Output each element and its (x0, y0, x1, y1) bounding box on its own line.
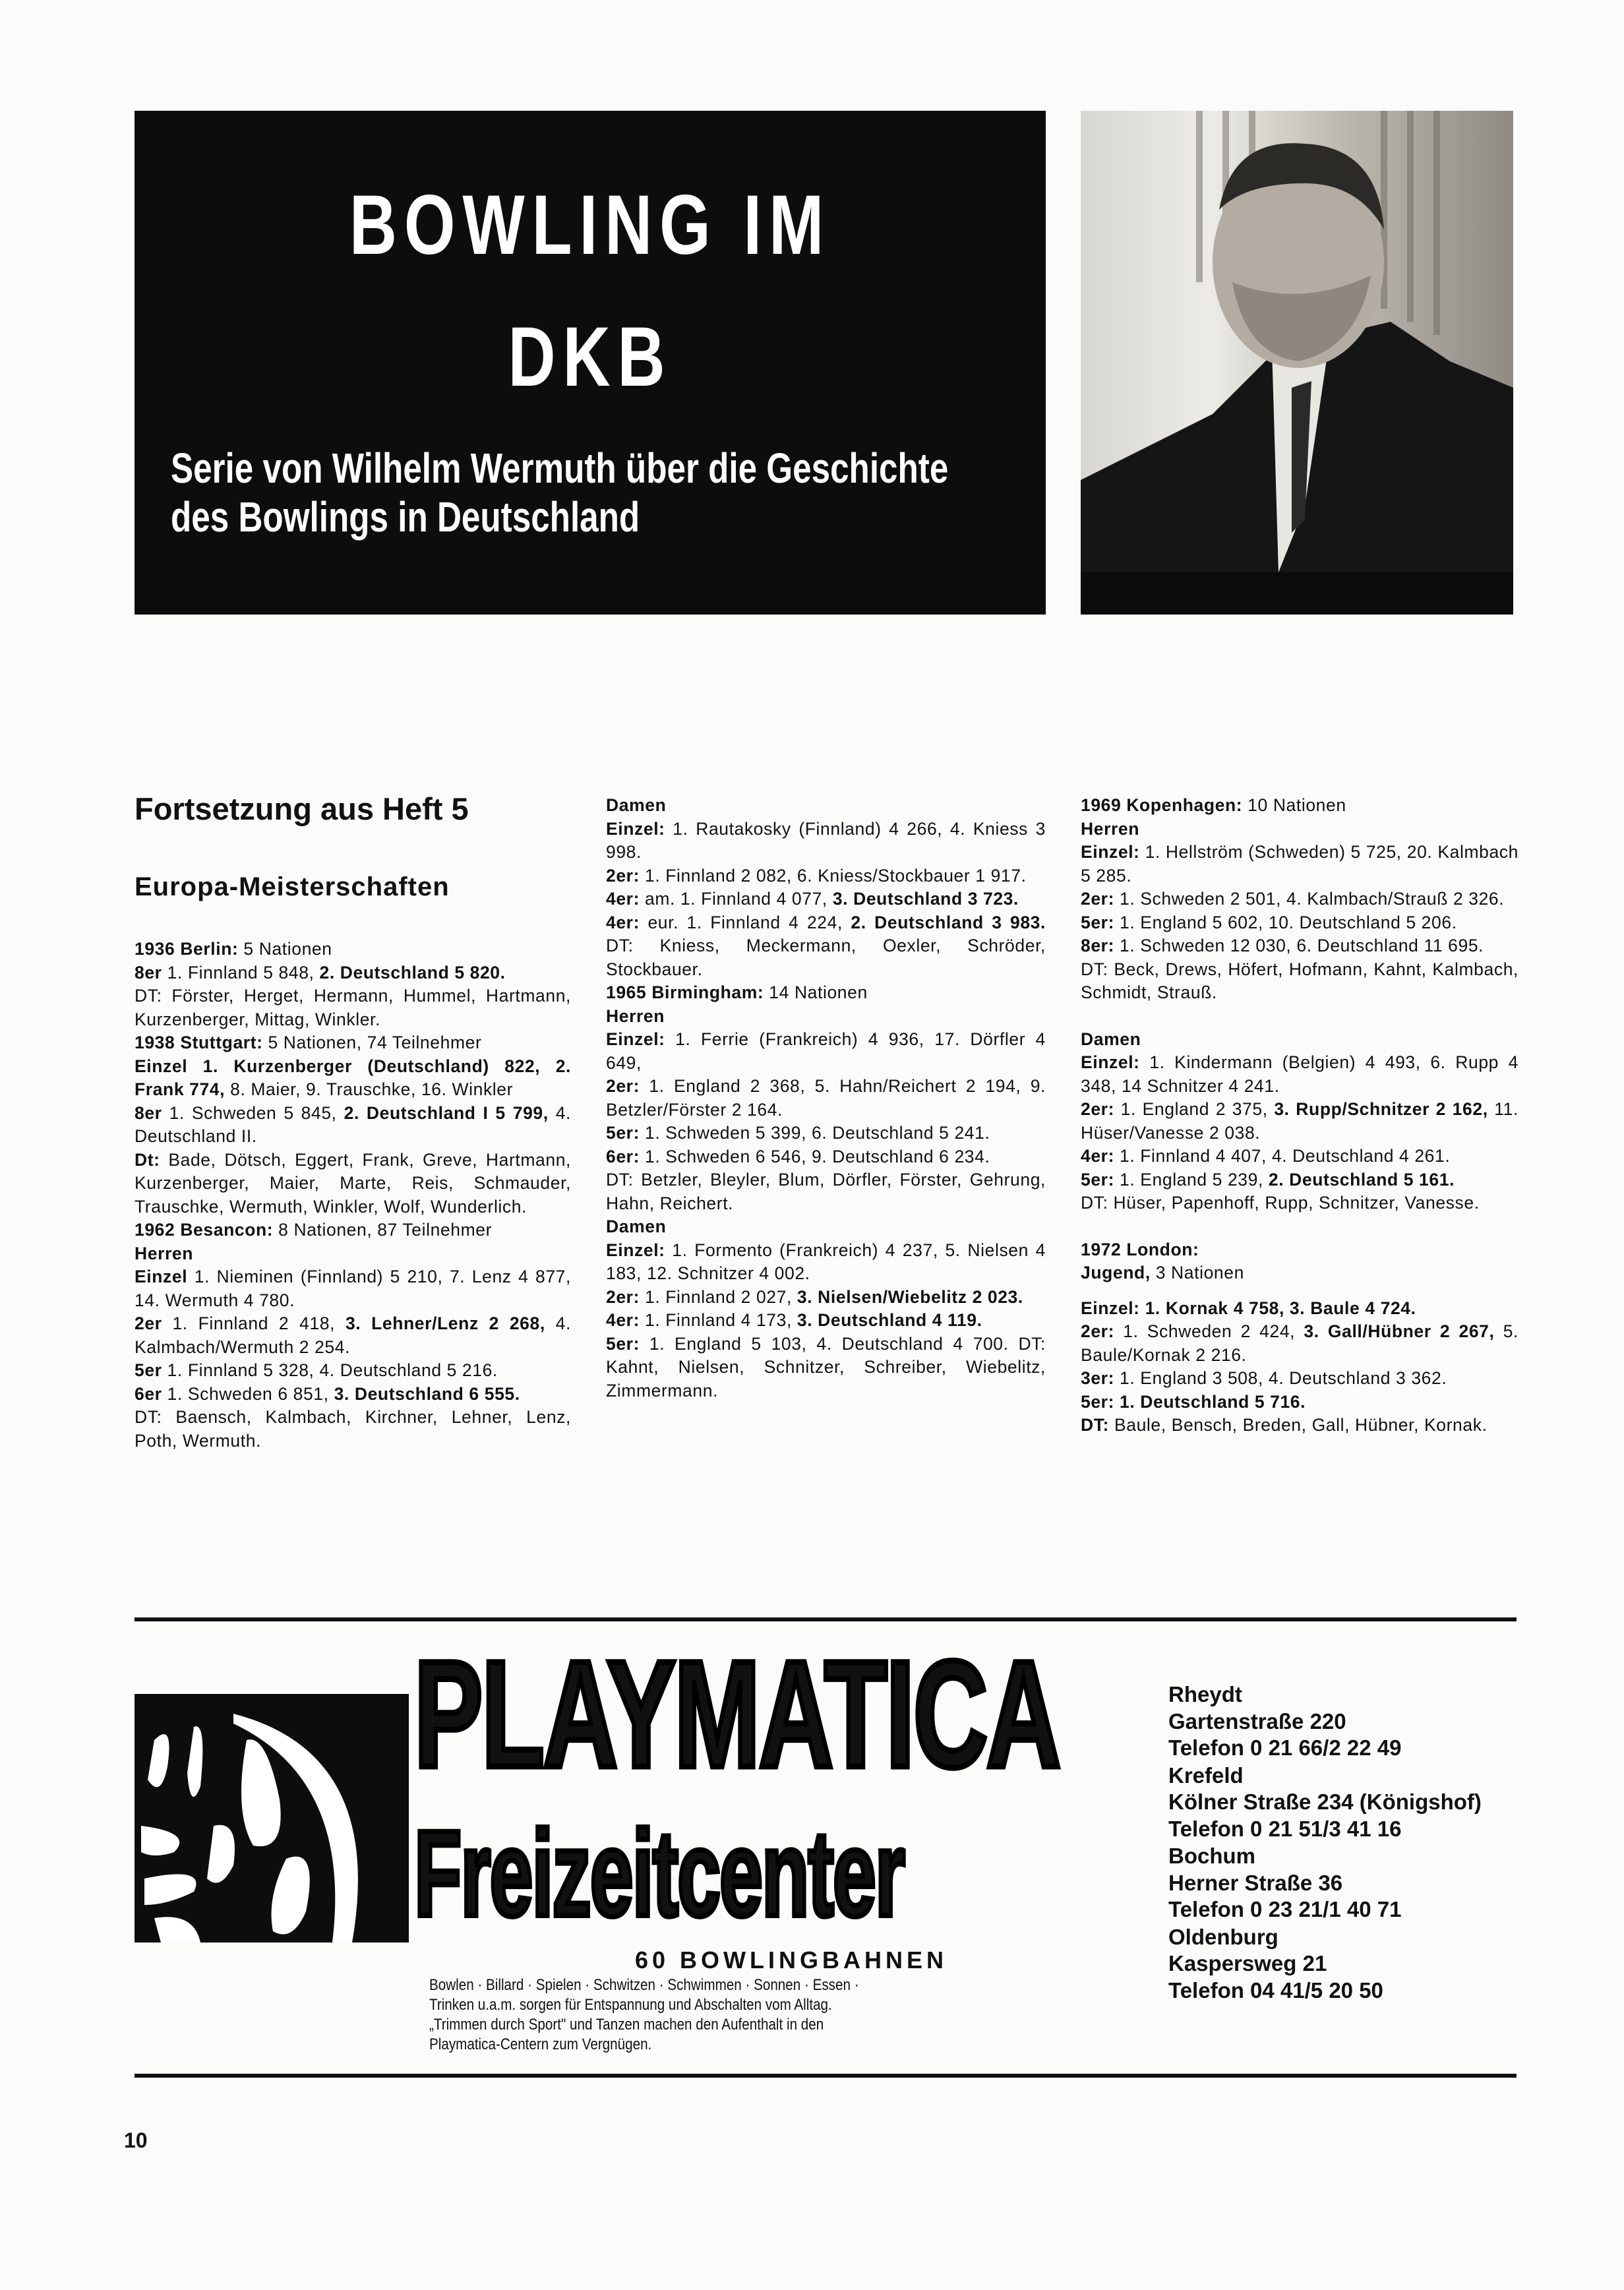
brand-subtitle: Freizeitcenter (414, 1806, 905, 1942)
article-column-3 (1081, 794, 1519, 1461)
location-city: Rheydt (1168, 1682, 1242, 1706)
result-paragraph (1081, 1367, 1519, 1391)
bold-text-run: Jugend, (1081, 1263, 1151, 1282)
author-portrait-photo (1081, 111, 1513, 615)
result-paragraph (1081, 1391, 1519, 1414)
bold-text-run: 1972 London: (1081, 1239, 1199, 1259)
bold-text-run: 2er: (606, 1076, 640, 1096)
text-run: 3 Nationen (1150, 1263, 1244, 1282)
bold-text-run: 4er: (606, 912, 640, 932)
result-paragraph (1081, 1168, 1519, 1192)
text-run: 8. Maier, 9. Trauschke, 16. Winkler (225, 1079, 514, 1099)
bold-text-run: Einzel: (606, 1029, 665, 1049)
bold-text-run: 8er: (1081, 936, 1115, 955)
ad-description (429, 1975, 1064, 2055)
text-run: 1. Finnland 5 848, (162, 962, 320, 982)
bold-text-run: 3. Deutschland 6 555. (334, 1383, 520, 1404)
bold-text-run: 1938 Stuttgart: (135, 1033, 263, 1052)
ad-line: „Trimmen durch Sport" und Tanzen machen den Aufenthalt in den (429, 2016, 824, 2034)
bold-text-run: Einzel 1. Kurzenberger (Deutschland) 822, 2. Frank 774, (135, 1056, 571, 1099)
bold-text-run: 3. Gall/Hübner 2 267, (1304, 1321, 1495, 1341)
text-run: am. 1. Finnland 4 077, (640, 889, 833, 909)
bold-text-run: 3. Deutschland 3 723. (832, 889, 1019, 909)
bold-text-run: Damen (606, 795, 667, 815)
bold-text-run: 3. Rupp/Schnitzer 2 162, (1274, 1099, 1488, 1119)
bold-text-run: 2er: (1081, 889, 1115, 909)
text-run: 1. Hellström (Schweden) 5 725, 20. Kalmbach 5 285. (1081, 842, 1519, 886)
location-bochum (1168, 1843, 1482, 1923)
bold-text-run: 8er (135, 962, 162, 982)
bold-text-run: 4er: (606, 889, 640, 909)
text-run: 1. Schweden 12 030, 6. Deutschland 11 695. (1114, 936, 1484, 955)
result-paragraph (135, 1102, 571, 1149)
result-block (1081, 1028, 1519, 1215)
result-paragraph (135, 1031, 571, 1055)
result-paragraph (606, 911, 1046, 982)
result-paragraph (1081, 1238, 1519, 1262)
result-paragraph (606, 1122, 1046, 1145)
text-run: 1. England 5 602, 10. Deutschland 5 206. (1114, 912, 1457, 932)
result-paragraph (1081, 1191, 1519, 1215)
bold-text-run: 3. Nielsen/Wiebelitz 2 023. (797, 1286, 1023, 1307)
bold-text-run: 5er: (606, 1123, 640, 1143)
subtitle-line-1: Serie von Wilhelm Wermuth über die Geschichte (171, 444, 949, 492)
result-paragraph (1081, 1028, 1519, 1052)
text-run: 1. Finnland 5 328, 4. Deutschland 5 216. (162, 1360, 498, 1380)
location-street: Herner Straße 36 (1168, 1870, 1343, 1895)
bold-text-run: Einzel (135, 1267, 188, 1286)
location-city: Krefeld (1168, 1763, 1244, 1788)
result-paragraph (135, 1406, 571, 1453)
text-run: 1. Schweden 5 845, (162, 1102, 344, 1123)
bold-text-run: 1962 Besancon: (135, 1220, 274, 1240)
bold-text-run: 5er: 1. Deutschland 5 716. (1081, 1391, 1306, 1412)
result-paragraph (606, 981, 1046, 1005)
bold-text-run: 6er: (606, 1146, 640, 1166)
result-block (1081, 794, 1519, 1005)
result-block (1081, 1297, 1519, 1437)
bold-text-run: 2. Deutschland I 5 799, (344, 1102, 549, 1123)
section-title: Europa-Meisterschaften (135, 872, 450, 901)
text-run: 4. Kalmbach/Wermuth 2 254. (135, 1313, 571, 1357)
result-paragraph (606, 864, 1046, 888)
result-paragraph (606, 1239, 1046, 1286)
result-paragraph (606, 1075, 1046, 1122)
bold-text-run: 1969 Kopenhagen: (1081, 795, 1243, 815)
title-line-1: BOWLING IM (349, 178, 831, 272)
bold-text-run: 5er: (1081, 912, 1115, 932)
bold-text-run: 2er: (1081, 1321, 1115, 1341)
text-run: DT: Betzler, Bleyler, Blum, Dörfler, Förster, Gehrung, Hahn, Reichert. (606, 1170, 1046, 1213)
text-run: 14 Nationen (764, 982, 868, 1002)
result-paragraph (135, 938, 571, 961)
result-paragraph (1081, 911, 1519, 935)
text-run: Bade, Dötsch, Eggert, Frank, Greve, Hartmann, Kurzenberger, Maier, Marte, Reis, Schmauder, Trauschke, Wermuth, Winkler, Wolf, Wunderlich. (135, 1149, 571, 1217)
text-run: 1. Kindermann (Belgien) 4 493, 6. Rupp 4 348, 14 Schnitzer 4 241. (1081, 1052, 1519, 1096)
text-run: DT: Baensch, Kalmbach, Kirchner, Lehner, Lenz, Poth, Wermuth. (135, 1407, 571, 1451)
result-paragraph (1081, 794, 1519, 818)
location-rheydt (1168, 1681, 1482, 1762)
location-street: Kaspersweg 21 (1168, 1951, 1327, 1975)
result-paragraph (1081, 1051, 1519, 1098)
bold-text-run: 1936 Berlin: (135, 939, 239, 959)
text-run: 1. Rautakosky (Finnland) 4 266, 4. Kniess 3 998. (606, 818, 1046, 862)
result-block (135, 938, 571, 1453)
text-run: DT: Beck, Drews, Höfert, Hofmann, Kahnt, Kalmbach, Schmidt, Strauß. (1081, 959, 1519, 1002)
text-run: 1. England 3 508, 4. Deutschland 3 362. (1114, 1368, 1447, 1388)
result-paragraph (135, 961, 571, 985)
bold-text-run: 2er: (1081, 1099, 1115, 1119)
result-paragraph (135, 1219, 571, 1242)
bold-text-run: Damen (606, 1217, 667, 1236)
result-paragraph (135, 1359, 571, 1383)
result-paragraph (135, 984, 571, 1031)
text-run: 1. Ferrie (Frankreich) 4 936, 17. Dörfler 4 649, (606, 1029, 1046, 1073)
location-city: Bochum (1168, 1844, 1255, 1868)
result-paragraph (606, 1168, 1046, 1215)
bold-text-run: Einzel: (606, 818, 665, 839)
result-paragraph (135, 1055, 571, 1102)
text-run: 5 Nationen, 74 Teilnehmer (262, 1033, 482, 1052)
bold-text-run: Herren (135, 1243, 194, 1263)
location-krefeld (1168, 1763, 1482, 1843)
bold-text-run: Einzel: (1081, 842, 1140, 862)
text-run: Baule, Bensch, Breden, Gall, Hübner, Kornak. (1109, 1415, 1488, 1435)
bold-text-run: 2er: (606, 1286, 640, 1307)
article-column-2 (606, 794, 1046, 1426)
text-run: 1. Schweden 5 399, 6. Deutschland 5 241. (640, 1123, 990, 1143)
text-run: 1. Finnland 2 027, (640, 1286, 797, 1307)
bold-text-run: 3er: (1081, 1368, 1115, 1388)
location-street: Kölner Straße 234 (Königshof) (1168, 1790, 1482, 1814)
bold-text-run: Einzel: 1. Kornak 4 758, 3. Baule 4 724. (1081, 1298, 1416, 1318)
bold-text-run: Einzel: (1081, 1052, 1140, 1072)
bold-text-run: 3. Lehner/Lenz 2 268, (345, 1313, 545, 1333)
result-paragraph (1081, 1145, 1519, 1168)
bold-text-run: 2er: (606, 865, 640, 886)
result-paragraph (606, 1309, 1046, 1333)
location-phone: Telefon 0 23 21/1 40 71 (1168, 1897, 1402, 1921)
article-column-1 (135, 938, 571, 1476)
result-paragraph (606, 1286, 1046, 1310)
text-run: 1. Schweden 6 546, 9. Deutschland 6 234. (640, 1146, 990, 1166)
divider-top (135, 1617, 1517, 1621)
result-paragraph (1081, 1297, 1519, 1321)
result-paragraph (606, 1028, 1046, 1075)
location-phone: Telefon 04 41/5 20 50 (1168, 1977, 1383, 2003)
result-paragraph (1081, 888, 1519, 911)
title-line-2: DKB (508, 310, 673, 404)
title-banner (135, 111, 1046, 615)
text-run: 1. Finnland 2 418, (162, 1313, 346, 1333)
result-block (1081, 1238, 1519, 1285)
text-run: 1. Schweden 2 424, (1114, 1321, 1304, 1341)
text-run: 8 Nationen, 87 Teilnehmer (273, 1220, 493, 1240)
text-run: 1. Formento (Frankreich) 4 237, 5. Nielsen 4 183, 12. Schnitzer 4 002. (606, 1240, 1046, 1283)
bold-text-run: Einzel: (606, 1240, 665, 1260)
bold-text-run: 2er (135, 1313, 162, 1333)
result-paragraph (135, 1149, 571, 1219)
result-paragraph (135, 1242, 571, 1266)
result-paragraph (606, 1333, 1046, 1403)
bold-text-run: 6er (135, 1383, 162, 1404)
text-run: 1. Finnland 4 173, (640, 1310, 797, 1330)
result-paragraph (1081, 841, 1519, 888)
location-list (1168, 1681, 1482, 2004)
bold-text-run: 5er (135, 1360, 162, 1380)
location-phone: Telefon 0 21 51/3 41 16 (1168, 1816, 1402, 1841)
bold-text-run: 5er: (606, 1333, 640, 1354)
result-paragraph (135, 1312, 571, 1359)
text-run: DT: Hüser, Papenhoff, Rupp, Schnitzer, Vanesse. (1081, 1193, 1480, 1213)
location-city: Oldenburg (1168, 1924, 1278, 1949)
result-paragraph (135, 1265, 571, 1312)
subtitle (171, 444, 1025, 541)
lanes-count: 60 BOWLINGBAHNEN (634, 1946, 948, 1974)
text-run: 5. Baule/Kornak 2 216. (1081, 1321, 1519, 1365)
result-paragraph (606, 1005, 1046, 1029)
ad-line: Playmatica-Centern zum Vergnügen. (429, 2035, 652, 2053)
bold-text-run: 2. Deutschland 5 161. (1268, 1169, 1455, 1190)
bold-text-run: Herren (1081, 818, 1140, 839)
result-paragraph (606, 888, 1046, 911)
brand-name: PLAYMATICA (414, 1629, 1060, 1799)
bold-text-run: 3. Deutschland 4 119. (797, 1310, 982, 1330)
text-run: 1. England 5 239, (1114, 1169, 1269, 1190)
bold-text-run: 5er: (1081, 1169, 1115, 1190)
result-paragraph (1081, 934, 1519, 958)
text-run: 1. Finnland 4 407, 4. Deutschland 4 261. (1114, 1146, 1451, 1166)
bold-text-run: 4er: (1081, 1146, 1115, 1166)
text-run: 10 Nationen (1242, 795, 1346, 815)
text-run: 1. Schweden 6 851, (162, 1383, 334, 1404)
subtitle-line-2: des Bowlings in Deutschland (171, 493, 640, 541)
text-run: 5 Nationen (238, 939, 332, 959)
result-paragraph (606, 794, 1046, 818)
result-paragraph (135, 1383, 571, 1406)
location-street: Gartenstraße 220 (1168, 1708, 1346, 1733)
location-oldenburg (1168, 1924, 1482, 2004)
text-run: eur. 1. Finnland 4 224, (640, 912, 851, 932)
bold-text-run: 1965 Birmingham: (606, 982, 764, 1002)
text-run: 1. England 2 375, (1114, 1099, 1275, 1119)
bold-text-run: 2. Deutschland 3 983. (851, 912, 1046, 932)
ad-line: Trinken u.a.m. sorgen für Entspannung und Abschalten vom Alltag. (429, 1996, 832, 2014)
result-paragraph (1081, 1320, 1519, 1367)
continuation-heading: Fortsetzung aus Heft 5 (135, 791, 469, 826)
bold-text-run: Damen (1081, 1029, 1141, 1049)
bold-text-run: 2. Deutschland 5 820. (319, 962, 506, 982)
result-paragraph (1081, 1414, 1519, 1437)
location-phone: Telefon 0 21 66/2 22 49 (1168, 1735, 1402, 1760)
bold-text-run: Herren (606, 1006, 665, 1026)
text-run: 1. England 2 368, 5. Hahn/Reichert 2 194, 9. Betzler/Förster 2 164. (606, 1076, 1046, 1120)
text-run: 11. Hüser/Vanesse 2 038. (1081, 1099, 1519, 1143)
bold-text-run: Dt: (135, 1149, 160, 1170)
result-paragraph (1081, 958, 1519, 1005)
text-run: 1. Nieminen (Finnland) 5 210, 7. Lenz 4 877, 14. Wermuth 4 780. (135, 1267, 571, 1310)
result-paragraph (606, 1215, 1046, 1239)
result-paragraph (606, 818, 1046, 864)
ad-line: Bowlen · Billard · Spielen · Schwitzen · Schwimmen · Sonnen · Essen · (429, 1976, 859, 1994)
bold-text-run: 8er (135, 1102, 162, 1123)
result-paragraph (1081, 1098, 1519, 1145)
result-block (606, 794, 1046, 1402)
text-run: 1. England 5 103, 4. Deutschland 4 700. DT: Kahnt, Nielsen, Schnitzer, Schreiber, Wiebelitz, Zimmermann. (606, 1333, 1046, 1401)
bold-text-run: 4er: (606, 1310, 640, 1330)
bold-text-run: DT: (1081, 1415, 1110, 1435)
page-number: 10 (124, 2128, 148, 2152)
text-run: 1. Schweden 2 501, 4. Kalmbach/Strauß 2 326. (1114, 889, 1505, 909)
text-run: 4. Deutschland II. (135, 1102, 571, 1146)
text-run: DT: Kniess, Meckermann, Oexler, Schröder, Stockbauer. (606, 936, 1046, 979)
text-run: 1. Finnland 2 082, 6. Kniess/Stockbauer 1 917. (640, 865, 1027, 886)
result-paragraph (1081, 1261, 1519, 1285)
text-run: DT: Förster, Herget, Hermann, Hummel, Hartmann, Kurzenberger, Mittag, Winkler. (135, 986, 571, 1029)
result-paragraph (606, 1145, 1046, 1169)
divider-bottom (135, 2074, 1517, 2078)
result-paragraph (1081, 818, 1519, 841)
playmatica-logo-icon (135, 1694, 409, 1943)
